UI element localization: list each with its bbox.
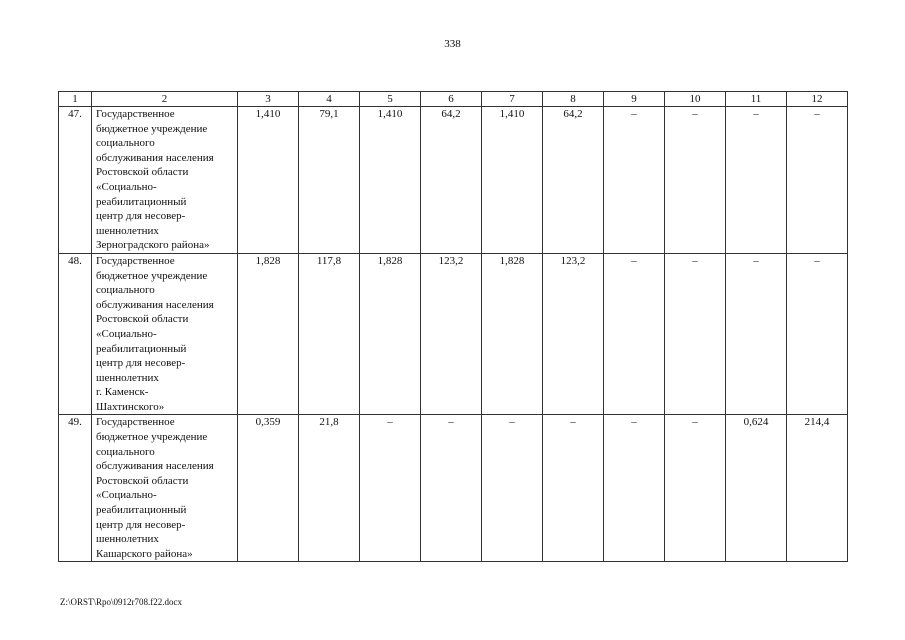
column-header: 11 [726, 92, 787, 107]
institution-name: Государственное бюджетное учреждение социального обслуживания населения Ростовской области «Социально- реабилитационный центр для несовер- шеннолетних Зерноградского района» [92, 107, 238, 254]
table-cell: 1,410 [482, 107, 543, 254]
table-cell: 64,2 [421, 107, 482, 254]
footer-file-path: Z:\ORST\Rpo\0912r708.f22.docx [60, 597, 182, 607]
table-cell: 214,4 [787, 415, 848, 562]
column-header: 4 [299, 92, 360, 107]
table-header-row [59, 92, 848, 107]
column-header: 10 [665, 92, 726, 107]
data-table [58, 91, 848, 562]
column-header: 1 [59, 92, 92, 107]
table-cell: 0,359 [238, 415, 299, 562]
column-header: 5 [360, 92, 421, 107]
column-header: 12 [787, 92, 848, 107]
table-cell: – [665, 253, 726, 415]
table-cell: – [665, 107, 726, 254]
table-cell: – [726, 253, 787, 415]
table-row [59, 415, 848, 562]
table-cell: – [604, 415, 665, 562]
table-cell: 0,624 [726, 415, 787, 562]
table-cell: 21,8 [299, 415, 360, 562]
table-cell: – [726, 107, 787, 254]
table-cell: 1,410 [360, 107, 421, 254]
table-row [59, 107, 848, 254]
table-cell: – [665, 415, 726, 562]
table-cell: 1,828 [482, 253, 543, 415]
table-cell: 79,1 [299, 107, 360, 254]
institution-name: Государственное бюджетное учреждение социального обслуживания населения Ростовской области «Социально- реабилитационный центр для несовер- шеннолетних г. Каменск- Шахтинского» [92, 253, 238, 415]
column-header: 6 [421, 92, 482, 107]
table-cell: 1,828 [238, 253, 299, 415]
column-header: 2 [92, 92, 238, 107]
table-cell: – [604, 253, 665, 415]
row-number: 47. [59, 107, 92, 254]
table-cell: – [604, 107, 665, 254]
table-cell: – [787, 253, 848, 415]
table-cell: 123,2 [421, 253, 482, 415]
column-header: 3 [238, 92, 299, 107]
table-cell: – [482, 415, 543, 562]
table-cell: 1,410 [238, 107, 299, 254]
column-header: 7 [482, 92, 543, 107]
table-cell: 123,2 [543, 253, 604, 415]
column-header: 8 [543, 92, 604, 107]
column-header: 9 [604, 92, 665, 107]
table-cell: – [787, 107, 848, 254]
institution-name: Государственное бюджетное учреждение социального обслуживания населения Ростовской области «Социально- реабилитационный центр для несовер- шеннолетних Кашарского района» [92, 415, 238, 562]
table-row [59, 253, 848, 415]
table-cell: 1,828 [360, 253, 421, 415]
row-number: 48. [59, 253, 92, 415]
table-cell: 64,2 [543, 107, 604, 254]
table-cell: 117,8 [299, 253, 360, 415]
row-number: 49. [59, 415, 92, 562]
page-number: 338 [444, 38, 461, 50]
table-cell: – [421, 415, 482, 562]
table-cell: – [543, 415, 604, 562]
table-cell: – [360, 415, 421, 562]
